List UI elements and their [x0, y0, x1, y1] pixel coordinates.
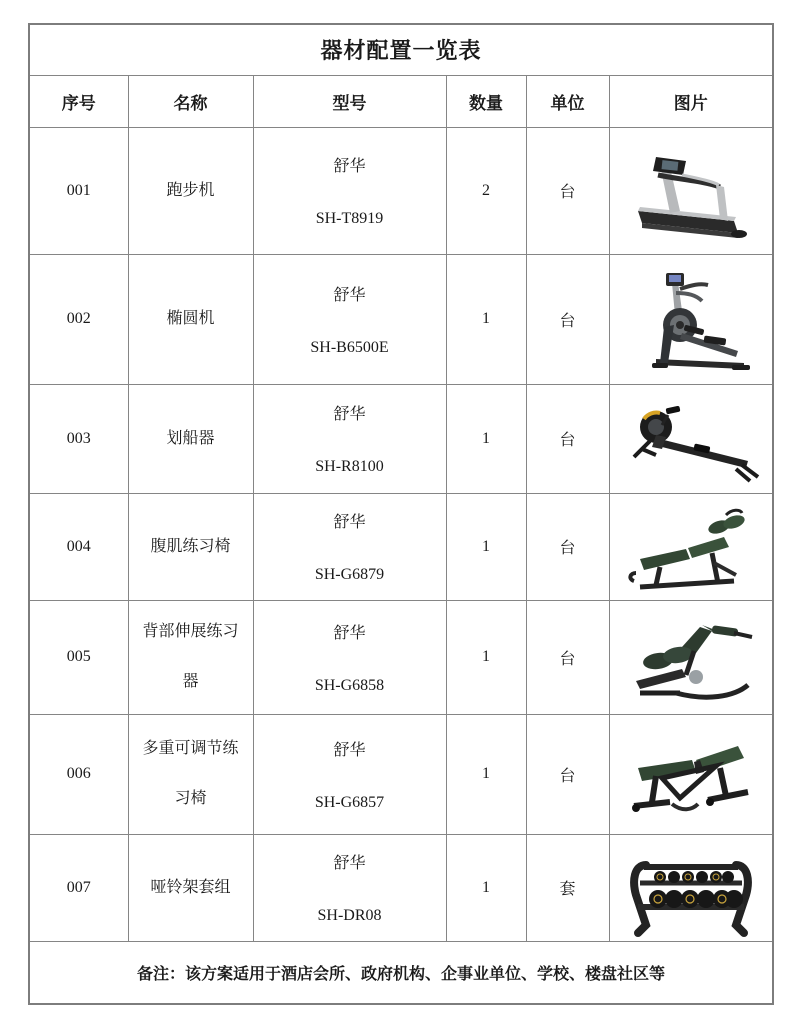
- cell-unit: 台: [526, 493, 609, 600]
- model-text: SH-R8100: [315, 458, 384, 475]
- brand-text: 舒华: [333, 406, 366, 423]
- cell-model: [253, 600, 446, 714]
- cell-no: 006: [29, 714, 128, 834]
- cell-no: 001: [29, 127, 128, 254]
- header-unit: 单位: [526, 75, 609, 127]
- brand-text: 舒华: [333, 855, 366, 872]
- brand-text: 舒华: [333, 514, 366, 531]
- table-row: [29, 254, 773, 384]
- header-qty: 数量: [446, 75, 526, 127]
- treadmill-image: [616, 135, 766, 247]
- table-row: [29, 384, 773, 493]
- table-row: [29, 834, 773, 941]
- brand-text: 舒华: [333, 741, 366, 759]
- cell-qty: 2: [446, 127, 526, 254]
- cell-qty: 1: [446, 493, 526, 600]
- header-no: 序号: [29, 75, 128, 127]
- cell-image: [609, 600, 773, 714]
- brand-text: 舒华: [333, 286, 366, 304]
- cell-no: 002: [29, 254, 128, 384]
- cell-model: [253, 493, 446, 600]
- table-row: [29, 127, 773, 254]
- cell-qty: 1: [446, 254, 526, 384]
- remark-note: 备注：该方案适用于酒店会所、政府机构、企事业单位、学校、楼盘社区等: [29, 941, 773, 1004]
- cell-qty: 1: [446, 834, 526, 941]
- cell-no: 007: [29, 834, 128, 941]
- rowing-machine-image: [616, 389, 766, 489]
- cell-qty: 1: [446, 714, 526, 834]
- cell-unit: 套: [526, 834, 609, 941]
- model-text: SH-G6858: [314, 676, 385, 694]
- cell-unit: 台: [526, 254, 609, 384]
- cell-name: 背部伸展练习器: [128, 600, 253, 714]
- model-text: SH-T8919: [315, 210, 384, 227]
- dumbbell-rack-image: [616, 837, 766, 939]
- cell-name: 腹肌练习椅: [128, 493, 253, 600]
- elliptical-image: [616, 263, 766, 375]
- header-image: 图片: [609, 75, 773, 127]
- cell-name: 多重可调节练习椅: [128, 714, 253, 834]
- model-text: SH-DR08: [317, 907, 382, 924]
- cell-no: 004: [29, 493, 128, 600]
- cell-no: 003: [29, 384, 128, 493]
- table-row: [29, 714, 773, 834]
- cell-qty: 1: [446, 384, 526, 493]
- cell-model: [253, 254, 446, 384]
- cell-image: [609, 254, 773, 384]
- table-row: [29, 493, 773, 600]
- header-name: 名称: [128, 75, 253, 127]
- cell-name: 椭圆机: [128, 254, 253, 384]
- table-title: 器材配置一览表: [29, 24, 773, 75]
- cell-unit: 台: [526, 127, 609, 254]
- brand-text: 舒华: [333, 158, 366, 175]
- cell-name: 跑步机: [128, 127, 253, 254]
- equipment-table: [28, 23, 774, 1005]
- model-text: SH-B6500E: [310, 338, 389, 356]
- ab-crunch-bench-image: [616, 497, 766, 597]
- cell-qty: 1: [446, 600, 526, 714]
- header-model: 型号: [253, 75, 446, 127]
- brand-text: 舒华: [333, 624, 366, 642]
- cell-model: [253, 127, 446, 254]
- table-row: [29, 600, 773, 714]
- cell-image: [609, 384, 773, 493]
- cell-name: 划船器: [128, 384, 253, 493]
- cell-image: [609, 834, 773, 941]
- cell-no: 005: [29, 600, 128, 714]
- cell-model: [253, 714, 446, 834]
- cell-model: [253, 384, 446, 493]
- back-extension-bench-image: [616, 605, 766, 709]
- cell-name: 哑铃架套组: [128, 834, 253, 941]
- adjustable-bench-image: [616, 720, 766, 828]
- cell-image: [609, 493, 773, 600]
- cell-unit: 台: [526, 384, 609, 493]
- cell-image: [609, 714, 773, 834]
- cell-unit: 台: [526, 714, 609, 834]
- header-row: [29, 75, 773, 127]
- cell-image: [609, 127, 773, 254]
- cell-unit: 台: [526, 600, 609, 714]
- model-text: SH-G6857: [314, 793, 385, 811]
- model-text: SH-G6879: [314, 566, 385, 583]
- cell-model: [253, 834, 446, 941]
